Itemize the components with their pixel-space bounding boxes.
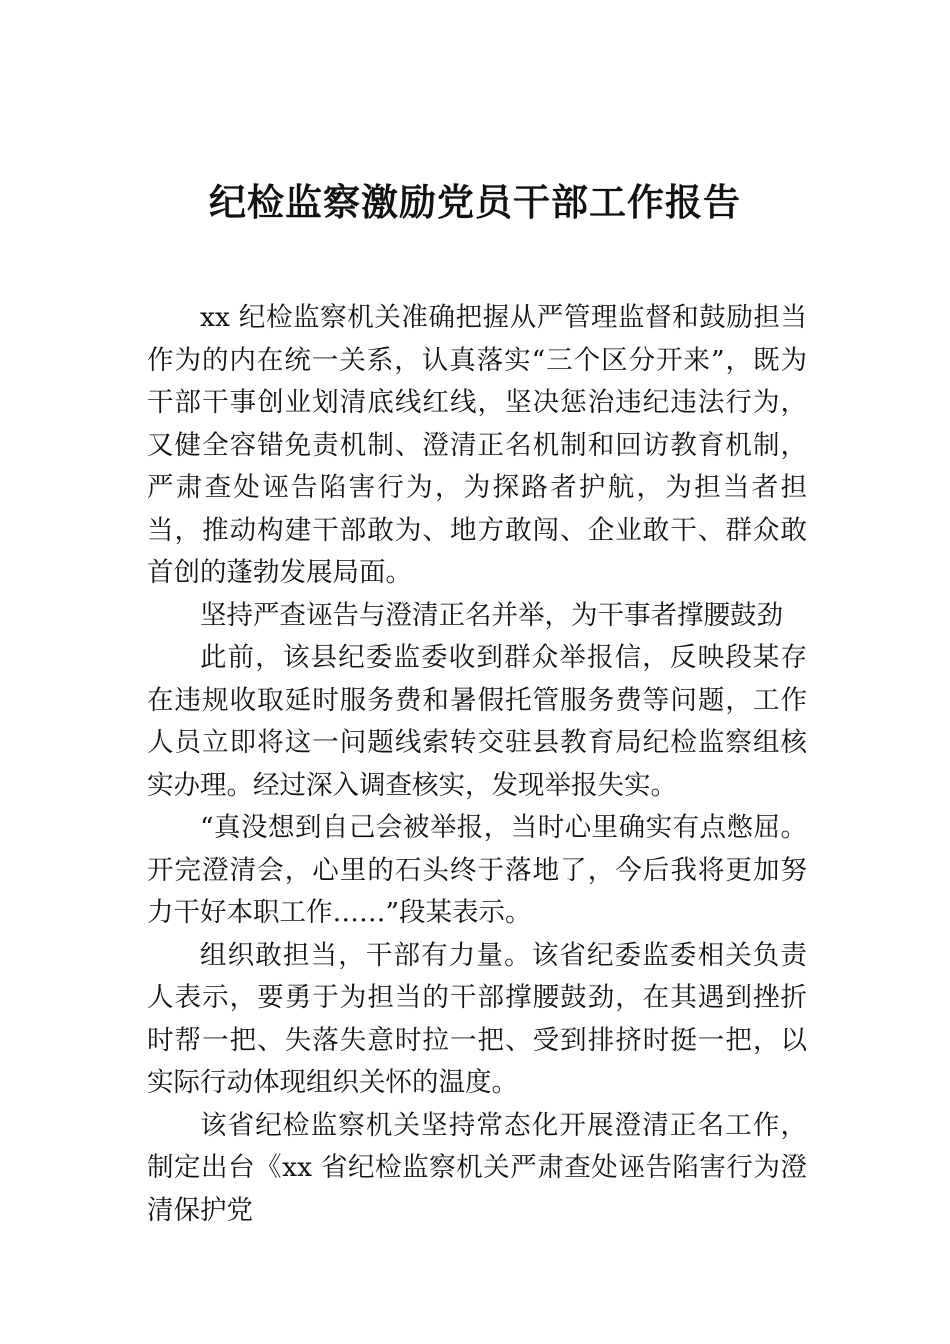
paragraph: 该省纪检监察机关坚持常态化开展澄清正名工作，制定出台《xx 省纪检监察机关严肃查处诬告陷害行为澄清保护党 bbox=[147, 1109, 807, 1226]
document-title: 纪检监察激励党员干部工作报告 bbox=[209, 180, 741, 224]
document-body bbox=[147, 297, 807, 1232]
paragraph: 组织敢担当，干部有力量。该省纪委监委相关负责人表示，要勇于为担当的干部撑腰鼓劲，在其遇到挫折时帮一把、失落失意时拉一把、受到排挤时挺一把，以实际行动体现组织关怀的温度。 bbox=[147, 939, 807, 1098]
section-heading: 坚持严查诬告与澄清正名并举，为干事者撑腰鼓劲 bbox=[200, 599, 783, 631]
paragraph: xx 纪检监察机关准确把握从严管理监督和鼓励担当作为的内在统一关系，认真落实“三个区分开来”，既为干部干事创业划清底线红线，坚决惩治违纪违法行为，又健全容错免责机制、澄清正名机制和回访教育机制，严肃查处诬告陷害行为，为探路者护航，为担当者担当，推动构建干部敢为、地方敢闯、企业敢干、群众敢首创的蓬勃发展局面。 bbox=[147, 302, 807, 588]
paragraph: “真没想到自己会被举报，当时心里确实有点憋屈。开完澄清会，心里的石头终于落地了，今后我将更加努力干好本职工作……”段某表示。 bbox=[147, 812, 807, 928]
paragraph: 此前，该县纪委监委收到群众举报信，反映段某存在违规收取延时服务费和暑假托管服务费等问题，工作人员立即将这一问题线索转交驻县教育局纪检监察组核实办理。经过深入调查核实，发现举报失实。 bbox=[147, 642, 807, 801]
